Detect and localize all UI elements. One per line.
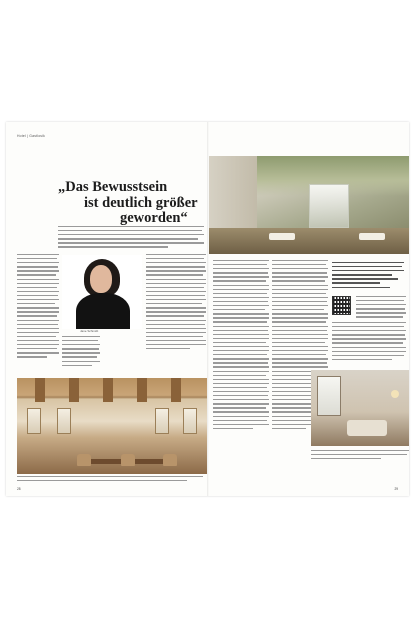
body-column-2 <box>62 336 100 369</box>
qr-code[interactable] <box>332 296 351 315</box>
portrait-caption <box>80 330 144 334</box>
body-column-6 <box>356 296 406 321</box>
room-photo-caption <box>311 450 409 462</box>
article-intro <box>58 226 204 251</box>
article-headline <box>58 180 208 227</box>
body-column-7 <box>332 322 406 363</box>
page-number-right: 29 <box>394 487 398 491</box>
headline-line-2: ist deutlich größer <box>84 194 198 211</box>
hotel-room-photo <box>311 370 409 446</box>
body-column-1 <box>17 254 59 360</box>
terrace-photo <box>209 156 409 254</box>
section-label: Hotel | Gastlosik <box>17 134 46 138</box>
body-column-3 <box>146 254 206 352</box>
page-number-left: 28 <box>17 487 21 491</box>
hotel-hall-photo <box>17 378 207 474</box>
headline-line-3: geworden“ <box>120 210 188 226</box>
headline-line-1: „Das Bewusstsein <box>58 179 168 195</box>
body-column-4 <box>213 260 269 432</box>
hall-photo-caption <box>17 476 203 484</box>
magazine-spread <box>6 122 409 496</box>
qr-callout-text <box>332 262 404 291</box>
portrait-photo <box>62 255 142 329</box>
portrait-caption-name: Jane Schmidt <box>80 329 99 333</box>
